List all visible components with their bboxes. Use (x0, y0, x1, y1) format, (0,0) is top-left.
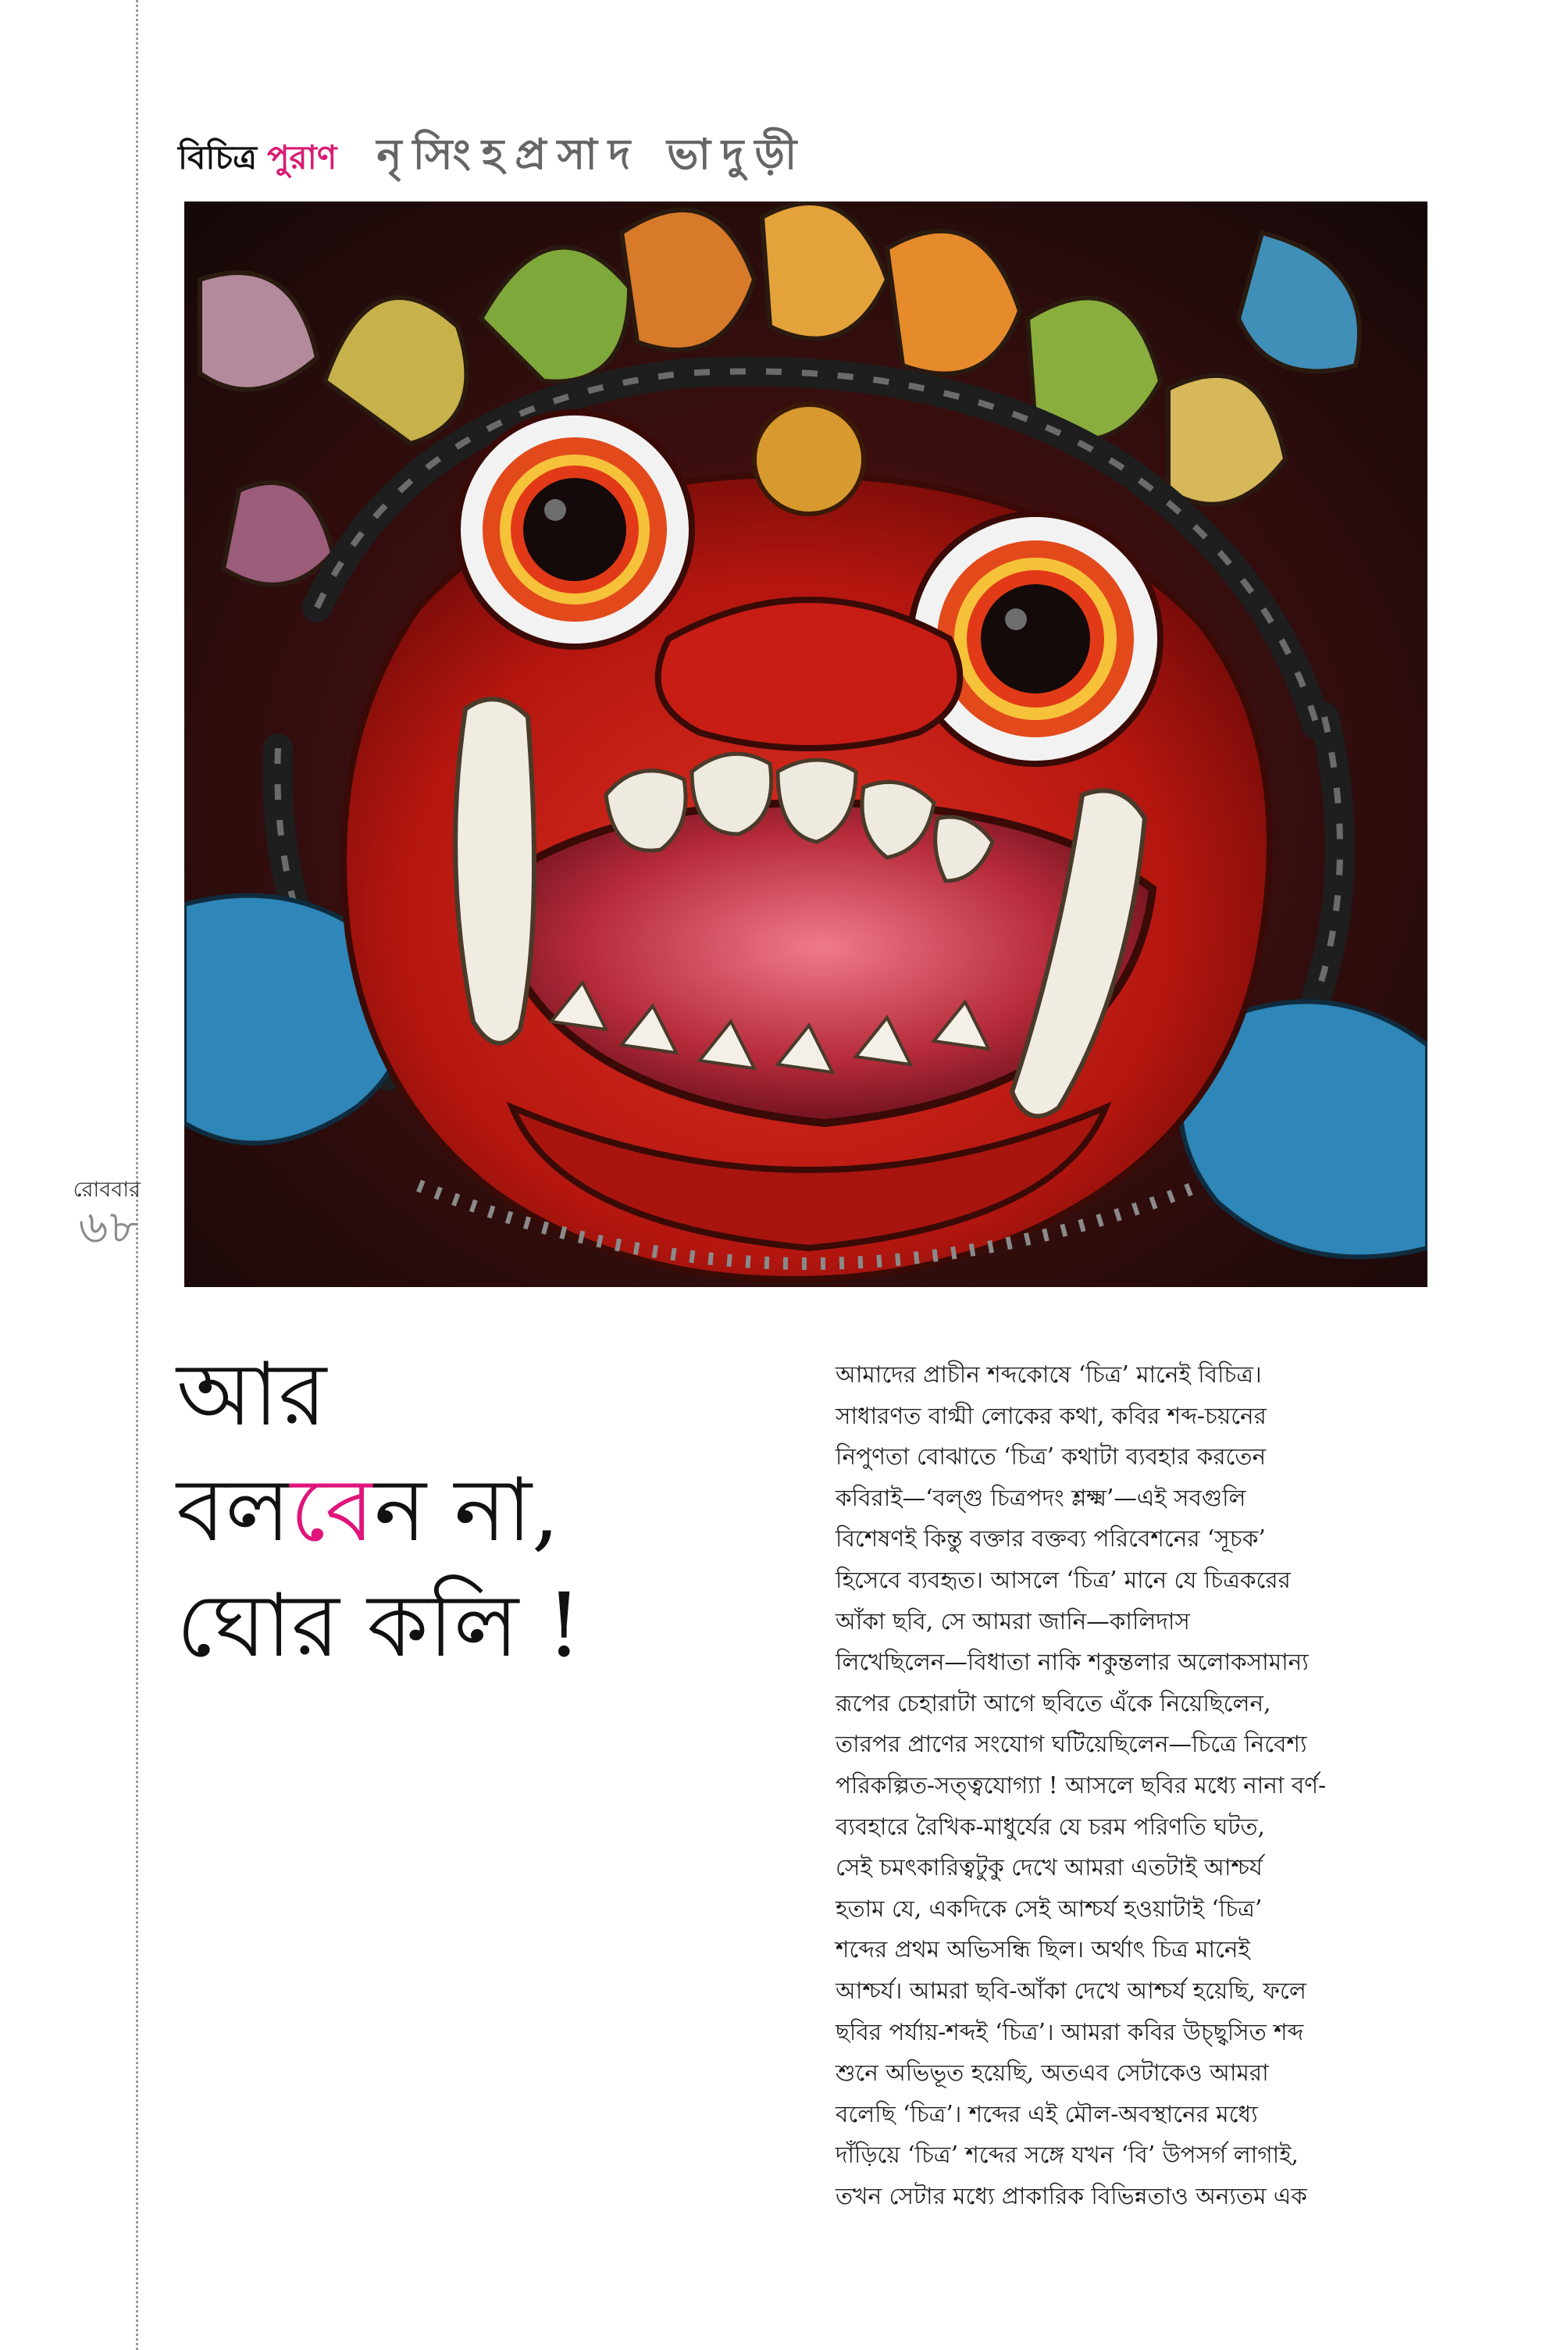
headline-line-3: ঘোর কলি ! (176, 1575, 582, 1677)
folio (55, 1178, 141, 1251)
forehead-jewel (754, 405, 864, 514)
article-line: নিপুণতা বোঝাতে ‘চিত্র’ কথাটা ব্যবহার করতেন (836, 1443, 1267, 1471)
headline-accent-syllable: বে (290, 1460, 375, 1561)
headline-word-part: বল (176, 1460, 290, 1561)
article-line: শুনে অভিভূত হয়েছি, অতএব সেটাকেও আমরা (836, 2059, 1269, 2087)
nose (658, 600, 960, 748)
headline (176, 1337, 801, 1684)
article-line: আশ্চর্য। আমরা ছবি-আঁকা দেখে আশ্চর্য হয়েছি, ফলে (836, 1977, 1306, 2004)
article-line: রূপের চেহারাটা আগে ছবিতে এঁকে নিয়েছিলেন, (836, 1689, 1271, 1717)
author-name: নৃসিংহপ্রসাদ ভাদুড়ী (376, 130, 808, 179)
article-line: সেই চমৎকারিত্বটুকু দেখে আমরা এতটাই আশ্চর্য (836, 1854, 1263, 1881)
left-eye (458, 412, 692, 647)
article-line: হতাম যে, একদিকে সেই আশ্চর্য হওয়াটাই ‘চিত্র’ (836, 1895, 1263, 1922)
article-line: শব্দের প্রথম অভিসন্ধি ছিল। অর্থাৎ চিত্র মানেই (836, 1936, 1250, 1963)
article-line: কবিরাই—‘বল্গু চিত্রপদং শ্লক্ষ্ম’—এই সবগুলি (836, 1484, 1246, 1511)
page-edge-dotted-rule (136, 0, 138, 2350)
headline-line-1: আর (176, 1344, 327, 1446)
column-name: বিচিত্র (178, 138, 257, 177)
left-fang (455, 699, 534, 1043)
article-line: বলেছি ‘চিত্র’। শব্দের এই মৌল-অবস্থানের মধ্যে (836, 2100, 1258, 2127)
article-line: আঁকা ছবি, সে আমরা জানি—কালিদাস (836, 1607, 1190, 1635)
headline-word-rest: ন না, (374, 1460, 560, 1561)
page-number: ৬৮ (78, 1200, 141, 1253)
article-line: ছবির পর্যায়-শব্দই ‘চিত্র’। আমরা কবির উচ্ছ্বসিত শব্দ (836, 2018, 1304, 2045)
article-line: ব্যবহারে রৈখিক-মাধুর্যের যে চরম পরিণতি ঘটত, (836, 1813, 1265, 1840)
mask-photo (184, 201, 1427, 1287)
folio-day: রোববার (73, 1178, 141, 1202)
article-line: বিশেষণই কিন্তু বক্তার বক্তব্য পরিবেশনের ‘সূচক’ (836, 1525, 1266, 1553)
column-header (178, 122, 807, 177)
article-line: লিখেছিলেন—বিধাতা নাকি শকুন্তলার অলোকসামান্য (836, 1649, 1309, 1676)
article-line: দাঁড়িয়ে ‘চিত্র’ শব্দের সঙ্গে যখন ‘বি’ উপসর্গ লাগাই, (836, 2141, 1299, 2169)
article-line: হিসেবে ব্যবহৃত। আসলে ‘চিত্র’ মানে যে চিত্রকরের (836, 1566, 1291, 1593)
headline-line-2 (176, 1453, 801, 1568)
demon-mask-illustration (184, 201, 1427, 1287)
article-line: আমাদের প্রাচীন শব্দকোষে ‘চিত্র’ মানেই বিচিত্র। (836, 1361, 1262, 1388)
article-line: তারপর প্রাণের সংযোগ ঘটিয়েছিলেন—চিত্রে নিবেশ্য (836, 1731, 1307, 1758)
column-subname: পুরাণ (267, 138, 337, 177)
article-line: পরিকল্পিত-সত্ত্বযোগ্যা ! আসলে ছবির মধ্যে নানা বর্ণ- (836, 1771, 1327, 1799)
article-line: তখন সেটার মধ্যে প্রাকারিক বিভিন্নতাও অন্যতম এক (836, 2182, 1307, 2209)
article-body (836, 1354, 1429, 2216)
article-line: সাধারণত বাগ্মী লোকের কথা, কবির শব্দ-চয়নের (836, 1402, 1267, 1429)
